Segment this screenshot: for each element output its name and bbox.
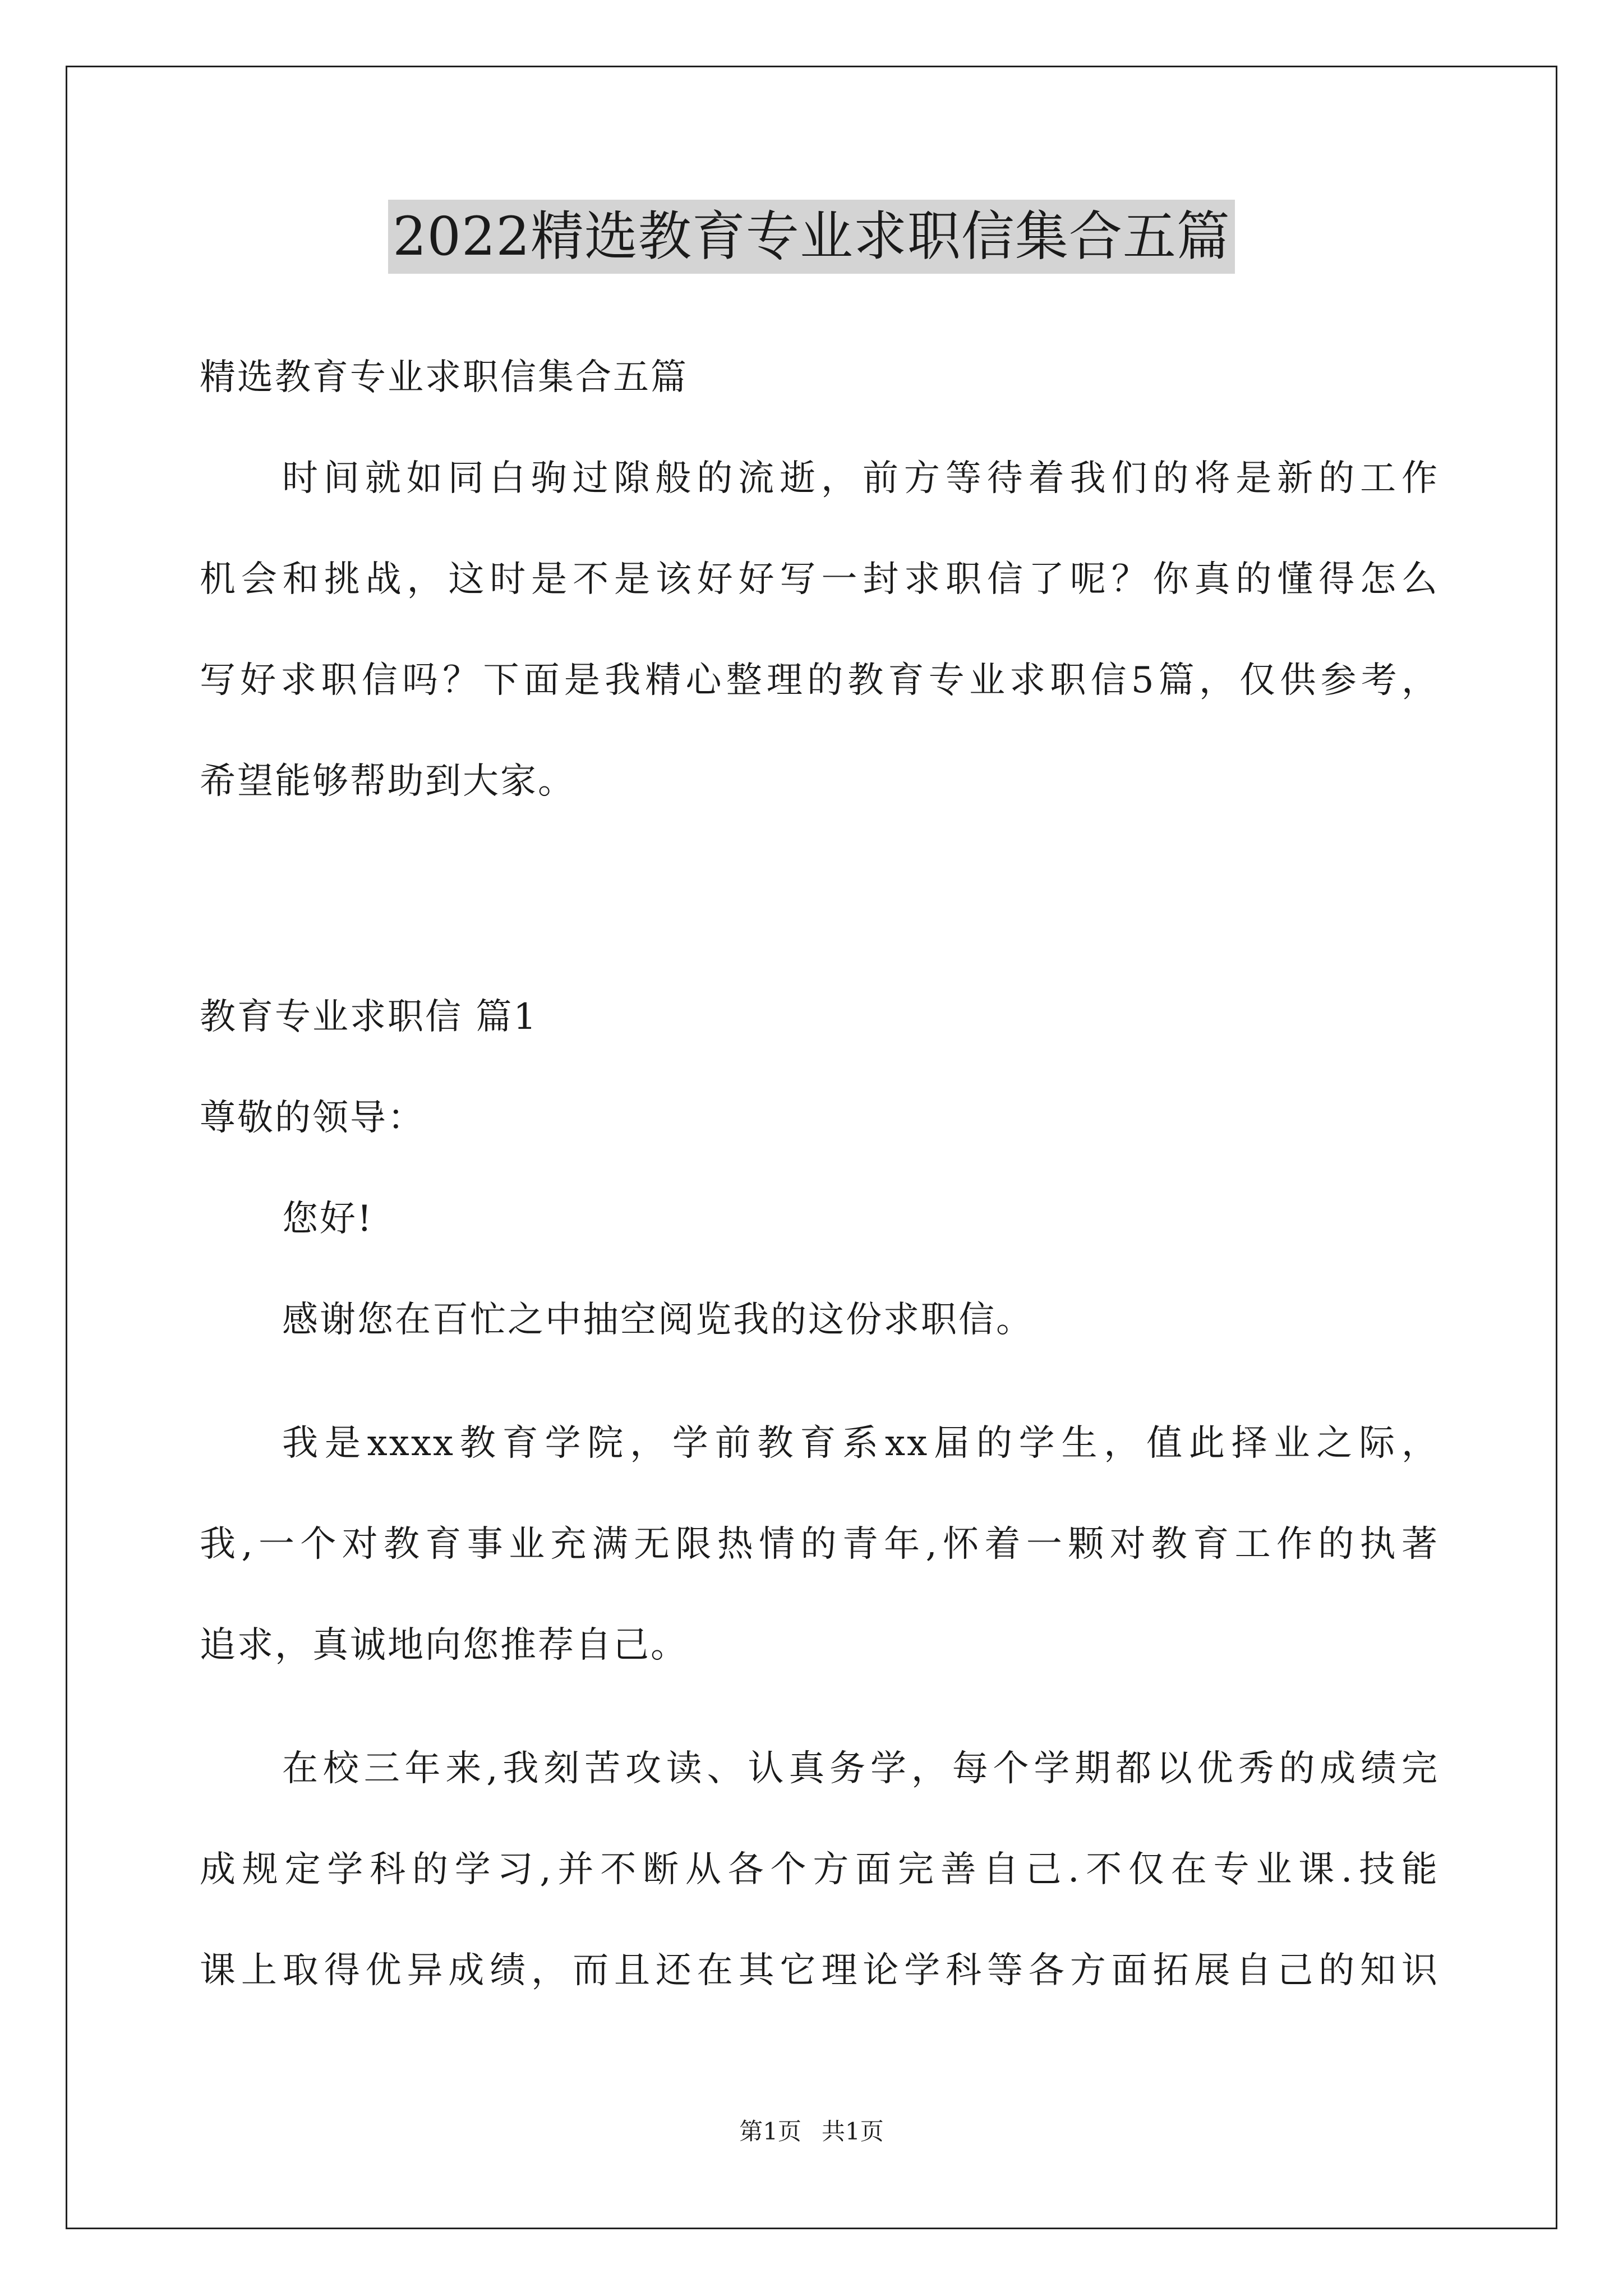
paragraph-3-line-3: 课上取得优异成绩，而且还在其它理论学科等各方面拓展自己的知识 bbox=[200, 1950, 1439, 1991]
page-footer bbox=[0, 2115, 1623, 2148]
intro-line-1: 时间就如同白驹过隙般的流逝，前方等待着我们的将是新的工作 bbox=[282, 458, 1439, 499]
section-heading: 教育专业求职信 篇1 bbox=[200, 996, 538, 1038]
title-container bbox=[0, 200, 1623, 274]
paragraph-3-line-1: 在校三年来,我刻苦攻读、认真务学，每个学期都以优秀的成绩完 bbox=[282, 1748, 1439, 1789]
paragraph-1: 感谢您在百忙之中抽空阅览我的这份求职信。 bbox=[282, 1299, 1034, 1341]
page-total: 共1页 bbox=[822, 2118, 884, 2145]
greeting: 您好! bbox=[282, 1198, 374, 1240]
document-title: 2022精选教育专业求职信集合五篇 bbox=[388, 200, 1235, 274]
subtitle: 精选教育专业求职信集合五篇 bbox=[200, 357, 688, 398]
paragraph-2-line-1: 我是xxxx教育学院，学前教育系xx届的学生，值此择业之际， bbox=[282, 1423, 1439, 1464]
paragraph-2-line-2: 我,一个对教育事业充满无限热情的青年,怀着一颗对教育工作的执著 bbox=[200, 1524, 1439, 1565]
salutation: 尊敬的领导： bbox=[200, 1097, 425, 1139]
page-number: 第1页 bbox=[739, 2118, 801, 2145]
intro-line-3: 写好求职信吗？下面是我精心整理的教育专业求职信5篇，仅供参考， bbox=[200, 660, 1439, 701]
paragraph-3-line-2: 成规定学科的学习,并不断从各个方面完善自己.不仅在专业课.技能 bbox=[200, 1849, 1439, 1890]
paragraph-2-line-3: 追求，真诚地向您推荐自己。 bbox=[200, 1625, 688, 1666]
intro-line-4: 希望能够帮助到大家。 bbox=[200, 761, 575, 802]
intro-line-2: 机会和挑战，这时是不是该好好写一封求职信了呢？你真的懂得怎么 bbox=[200, 559, 1439, 600]
